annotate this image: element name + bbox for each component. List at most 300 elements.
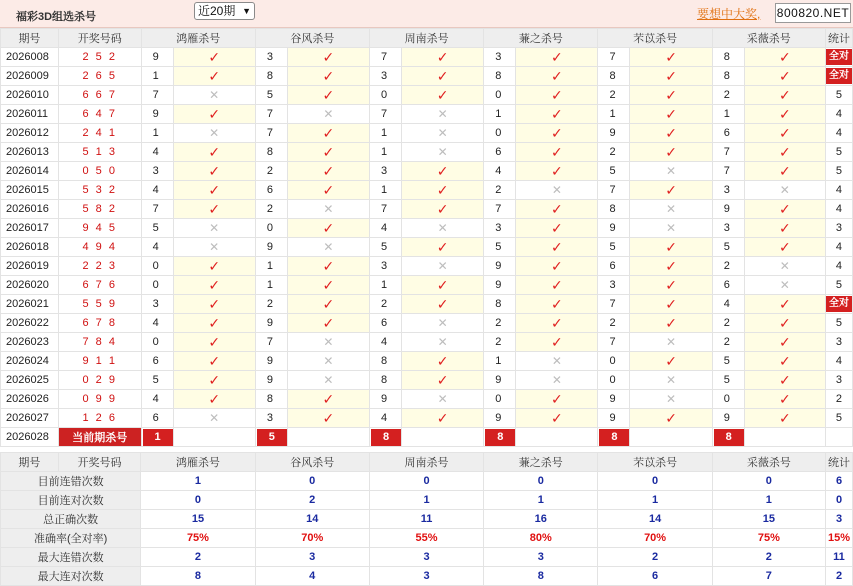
table-row bbox=[1, 314, 853, 333]
kill-number: 8 bbox=[370, 352, 402, 371]
result-cell bbox=[173, 67, 255, 86]
summary-value: 3 bbox=[484, 548, 598, 567]
table-row bbox=[1, 105, 853, 124]
col-expert: 周南杀号 bbox=[370, 29, 484, 48]
result-cell bbox=[516, 409, 598, 428]
kill-number: 3 bbox=[712, 181, 744, 200]
check-icon: ✓ bbox=[322, 409, 335, 426]
check-icon: ✓ bbox=[778, 352, 791, 369]
result-cell bbox=[516, 105, 598, 124]
cross-icon: ✕ bbox=[437, 392, 448, 406]
kill-number: 0 bbox=[484, 86, 516, 105]
check-icon: ✓ bbox=[778, 67, 791, 84]
summary-row bbox=[1, 529, 853, 548]
result-cell bbox=[287, 390, 369, 409]
summary-value: 3 bbox=[369, 548, 483, 567]
check-icon: ✓ bbox=[322, 219, 335, 236]
period-cell: 2026017 bbox=[1, 219, 59, 238]
stat-cell bbox=[825, 181, 852, 200]
stat-count: 4 bbox=[835, 184, 843, 196]
stat-cell bbox=[825, 371, 852, 390]
cross-icon: ✕ bbox=[666, 202, 677, 216]
check-icon: ✓ bbox=[208, 67, 221, 84]
table-row bbox=[1, 200, 853, 219]
kill-number: 7 bbox=[370, 105, 402, 124]
summary-value: 3 bbox=[255, 548, 369, 567]
kill-number: 3 bbox=[484, 219, 516, 238]
check-icon: ✓ bbox=[778, 105, 791, 122]
winning-numbers: 2 2 3 bbox=[58, 257, 141, 276]
result-cell bbox=[402, 276, 484, 295]
check-icon: ✓ bbox=[550, 162, 563, 179]
result-cell bbox=[516, 276, 598, 295]
summary-value: 16 bbox=[484, 510, 598, 529]
table-row bbox=[1, 162, 853, 181]
current-kill-badge: 8 bbox=[714, 429, 744, 446]
cross-icon: ✕ bbox=[779, 259, 790, 273]
kill-number: 6 bbox=[598, 257, 630, 276]
summary-value: 0 bbox=[255, 472, 369, 491]
check-icon: ✓ bbox=[322, 143, 335, 160]
result-cell bbox=[630, 124, 712, 143]
stat-count: 4 bbox=[835, 241, 843, 253]
check-icon: ✓ bbox=[778, 409, 791, 426]
result-cell bbox=[402, 105, 484, 124]
summary-col-header: 期号 bbox=[1, 453, 59, 472]
stat-cell bbox=[825, 86, 852, 105]
top-bar bbox=[0, 0, 853, 28]
result-cell bbox=[516, 48, 598, 67]
kill-number: 8 bbox=[255, 390, 287, 409]
check-icon: ✓ bbox=[436, 276, 449, 293]
cross-icon: ✕ bbox=[551, 373, 562, 387]
result-cell bbox=[402, 314, 484, 333]
result-cell bbox=[630, 86, 712, 105]
result-cell bbox=[630, 105, 712, 124]
result-cell bbox=[516, 295, 598, 314]
stat-count: 4 bbox=[835, 355, 843, 367]
summary-value: 0 bbox=[369, 472, 483, 491]
kill-number: 0 bbox=[255, 219, 287, 238]
result-cell bbox=[744, 352, 825, 371]
kill-number: 1 bbox=[370, 276, 402, 295]
kill-number: 3 bbox=[255, 48, 287, 67]
result-cell bbox=[402, 200, 484, 219]
kill-number: 5 bbox=[712, 238, 744, 257]
period-cell: 2026026 bbox=[1, 390, 59, 409]
winning-numbers: 5 8 2 bbox=[58, 200, 141, 219]
table-row bbox=[1, 257, 853, 276]
check-icon: ✓ bbox=[322, 162, 335, 179]
kill-number: 8 bbox=[255, 143, 287, 162]
result-cell bbox=[744, 124, 825, 143]
summary-value: 1 bbox=[712, 491, 825, 510]
kill-number: 6 bbox=[712, 124, 744, 143]
check-icon: ✓ bbox=[778, 200, 791, 217]
kill-number: 0 bbox=[484, 124, 516, 143]
check-icon: ✓ bbox=[208, 390, 221, 407]
check-icon: ✓ bbox=[436, 48, 449, 65]
winning-numbers: 0 5 0 bbox=[58, 162, 141, 181]
result-cell bbox=[402, 181, 484, 200]
draw-rows bbox=[1, 48, 853, 447]
result-cell bbox=[173, 162, 255, 181]
kill-number: 9 bbox=[255, 371, 287, 390]
col-stat: 统计 bbox=[825, 29, 852, 48]
kill-number: 5 bbox=[598, 162, 630, 181]
cross-icon: ✕ bbox=[437, 259, 448, 273]
period-cell: 2026025 bbox=[1, 371, 59, 390]
check-icon: ✓ bbox=[208, 162, 221, 179]
kill-number: 5 bbox=[255, 86, 287, 105]
cross-icon: ✕ bbox=[437, 107, 448, 121]
cross-icon: ✕ bbox=[666, 392, 677, 406]
result-cell bbox=[744, 371, 825, 390]
table-row bbox=[1, 143, 853, 162]
summary-value: 2 bbox=[598, 548, 712, 567]
kill-number: 9 bbox=[484, 276, 516, 295]
page-title: 福彩3D组选杀号 bbox=[16, 11, 97, 23]
check-icon: ✓ bbox=[665, 257, 677, 274]
kill-number: 3 bbox=[484, 48, 516, 67]
summary-value: 2 bbox=[712, 548, 825, 567]
period-cell: 2026011 bbox=[1, 105, 59, 124]
current-kill-badge: 8 bbox=[485, 429, 515, 446]
kill-number: 4 bbox=[141, 314, 173, 333]
stat-cell bbox=[825, 67, 852, 86]
kill-number: 4 bbox=[141, 181, 173, 200]
summary-row bbox=[1, 510, 853, 529]
current-kill-cell bbox=[712, 428, 744, 447]
kill-number: 8 bbox=[484, 295, 516, 314]
kill-number: 5 bbox=[712, 352, 744, 371]
period-cell: 2026023 bbox=[1, 333, 59, 352]
result-cell bbox=[402, 162, 484, 181]
check-icon: ✓ bbox=[322, 86, 335, 103]
check-icon: ✓ bbox=[665, 48, 677, 65]
summary-col-header: 周南杀号 bbox=[369, 453, 483, 472]
check-icon: ✓ bbox=[550, 333, 563, 350]
empty-cell bbox=[744, 428, 825, 447]
result-cell bbox=[402, 48, 484, 67]
result-cell bbox=[744, 238, 825, 257]
kill-number: 5 bbox=[370, 238, 402, 257]
result-cell bbox=[630, 162, 712, 181]
cross-icon: ✕ bbox=[209, 88, 220, 102]
check-icon: ✓ bbox=[665, 295, 677, 312]
cross-icon: ✕ bbox=[209, 221, 220, 235]
result-cell bbox=[402, 333, 484, 352]
table-row bbox=[1, 276, 853, 295]
period-cell: 2026021 bbox=[1, 295, 59, 314]
result-cell bbox=[287, 181, 369, 200]
summary-value: 4 bbox=[255, 567, 369, 586]
check-icon: ✓ bbox=[436, 181, 449, 198]
winning-numbers: 1 2 6 bbox=[58, 409, 141, 428]
result-cell bbox=[630, 67, 712, 86]
check-icon: ✓ bbox=[208, 143, 221, 160]
cross-icon: ✕ bbox=[323, 107, 334, 121]
summary-value: 75% bbox=[712, 529, 825, 548]
check-icon: ✓ bbox=[550, 257, 563, 274]
table-row bbox=[1, 86, 853, 105]
kill-number: 9 bbox=[712, 200, 744, 219]
summary-table bbox=[0, 452, 853, 586]
result-cell bbox=[287, 314, 369, 333]
kill-number-table bbox=[0, 28, 853, 447]
kill-number: 9 bbox=[255, 352, 287, 371]
check-icon: ✓ bbox=[778, 295, 791, 312]
check-icon: ✓ bbox=[778, 333, 791, 350]
kill-number: 1 bbox=[255, 276, 287, 295]
kill-number: 0 bbox=[484, 390, 516, 409]
cross-icon: ✕ bbox=[437, 316, 448, 330]
summary-value: 8 bbox=[484, 567, 598, 586]
kill-number: 9 bbox=[598, 124, 630, 143]
kill-number: 1 bbox=[598, 105, 630, 124]
result-cell bbox=[173, 48, 255, 67]
check-icon: ✓ bbox=[208, 257, 221, 274]
cross-icon: ✕ bbox=[437, 221, 448, 235]
winning-numbers: 4 9 4 bbox=[58, 238, 141, 257]
col-expert: 蒹之杀号 bbox=[484, 29, 598, 48]
period-cell: 2026010 bbox=[1, 86, 59, 105]
kill-number: 8 bbox=[255, 67, 287, 86]
stat-count: 4 bbox=[835, 127, 843, 139]
current-kill-cell bbox=[255, 428, 287, 447]
result-cell bbox=[402, 219, 484, 238]
result-cell bbox=[287, 352, 369, 371]
kill-number: 3 bbox=[255, 409, 287, 428]
result-cell bbox=[287, 143, 369, 162]
stat-cell bbox=[825, 333, 852, 352]
stat-count: 4 bbox=[835, 260, 843, 272]
result-cell bbox=[287, 295, 369, 314]
summary-value: 0 bbox=[712, 472, 825, 491]
result-cell bbox=[516, 86, 598, 105]
kill-number: 4 bbox=[141, 143, 173, 162]
kill-number: 9 bbox=[598, 409, 630, 428]
kill-number: 6 bbox=[141, 409, 173, 428]
result-cell bbox=[630, 295, 712, 314]
stat-cell bbox=[825, 352, 852, 371]
result-cell bbox=[744, 86, 825, 105]
stat-count: 5 bbox=[835, 165, 843, 177]
result-cell bbox=[630, 314, 712, 333]
result-cell bbox=[630, 390, 712, 409]
result-cell bbox=[287, 409, 369, 428]
result-cell bbox=[744, 219, 825, 238]
summary-value: 1 bbox=[484, 491, 598, 510]
kill-number: 4 bbox=[141, 390, 173, 409]
cross-icon: ✕ bbox=[323, 202, 334, 216]
kill-number: 6 bbox=[712, 276, 744, 295]
table-row bbox=[1, 238, 853, 257]
kill-number: 7 bbox=[370, 48, 402, 67]
kill-number: 5 bbox=[141, 371, 173, 390]
summary-col-header: 蒹之杀号 bbox=[484, 453, 598, 472]
result-cell bbox=[744, 314, 825, 333]
summary-label: 目前连对次数 bbox=[1, 491, 141, 510]
cross-icon: ✕ bbox=[551, 183, 562, 197]
period-cell: 2026012 bbox=[1, 124, 59, 143]
kill-number: 0 bbox=[598, 352, 630, 371]
winning-numbers: 6 7 8 bbox=[58, 314, 141, 333]
check-icon: ✓ bbox=[550, 105, 563, 122]
summary-value: 6 bbox=[826, 472, 853, 491]
check-icon: ✓ bbox=[436, 86, 449, 103]
empty-cell bbox=[287, 428, 369, 447]
result-cell bbox=[744, 295, 825, 314]
check-icon: ✓ bbox=[322, 314, 335, 331]
check-icon: ✓ bbox=[550, 200, 563, 217]
kill-number: 1 bbox=[370, 124, 402, 143]
cross-icon: ✕ bbox=[323, 335, 334, 349]
col-numbers: 开奖号码 bbox=[58, 29, 141, 48]
result-cell bbox=[173, 352, 255, 371]
kill-number: 2 bbox=[255, 200, 287, 219]
result-cell bbox=[287, 238, 369, 257]
summary-value: 70% bbox=[255, 529, 369, 548]
promo-link[interactable]: 要想中大奖, bbox=[697, 7, 761, 21]
check-icon: ✓ bbox=[208, 105, 221, 122]
kill-number: 7 bbox=[370, 200, 402, 219]
result-cell bbox=[173, 409, 255, 428]
kill-number: 8 bbox=[370, 371, 402, 390]
kill-number: 2 bbox=[712, 257, 744, 276]
kill-number: 4 bbox=[141, 238, 173, 257]
summary-rows bbox=[1, 453, 853, 586]
current-kill-cell bbox=[598, 428, 630, 447]
check-icon: ✓ bbox=[322, 181, 335, 198]
kill-number: 1 bbox=[141, 124, 173, 143]
stat-count: 5 bbox=[835, 89, 843, 101]
summary-value: 1 bbox=[141, 472, 255, 491]
summary-row bbox=[1, 567, 853, 586]
summary-value: 75% bbox=[141, 529, 255, 548]
kill-number: 2 bbox=[598, 314, 630, 333]
kill-number: 6 bbox=[141, 352, 173, 371]
cross-icon: ✕ bbox=[209, 240, 220, 254]
stat-count: 3 bbox=[835, 336, 843, 348]
kill-number: 9 bbox=[141, 105, 173, 124]
kill-number: 2 bbox=[255, 162, 287, 181]
stat-cell bbox=[825, 48, 852, 67]
summary-value: 8 bbox=[141, 567, 255, 586]
kill-number: 7 bbox=[255, 124, 287, 143]
table-row bbox=[1, 181, 853, 200]
col-expert: 谷风杀号 bbox=[255, 29, 369, 48]
result-cell bbox=[402, 86, 484, 105]
check-icon: ✓ bbox=[665, 314, 677, 331]
cross-icon: ✕ bbox=[323, 240, 334, 254]
check-icon: ✓ bbox=[208, 295, 221, 312]
result-cell bbox=[402, 238, 484, 257]
kill-number: 0 bbox=[370, 86, 402, 105]
kill-number: 4 bbox=[370, 409, 402, 428]
check-icon: ✓ bbox=[665, 105, 677, 122]
period-cell: 2026028 bbox=[1, 428, 59, 447]
cross-icon: ✕ bbox=[779, 278, 790, 292]
check-icon: ✓ bbox=[550, 409, 563, 426]
cross-icon: ✕ bbox=[209, 411, 220, 425]
kill-number: 9 bbox=[484, 371, 516, 390]
kill-number: 9 bbox=[255, 238, 287, 257]
kill-number: 3 bbox=[598, 276, 630, 295]
stat-count: 4 bbox=[835, 203, 843, 215]
summary-value: 7 bbox=[712, 567, 825, 586]
check-icon: ✓ bbox=[550, 390, 563, 407]
kill-number: 7 bbox=[141, 86, 173, 105]
result-cell bbox=[516, 257, 598, 276]
summary-header bbox=[1, 453, 853, 472]
check-icon: ✓ bbox=[208, 181, 221, 198]
result-cell bbox=[516, 124, 598, 143]
kill-number: 7 bbox=[598, 48, 630, 67]
check-icon: ✓ bbox=[208, 371, 221, 388]
period-select[interactable] bbox=[194, 2, 255, 20]
kill-number: 2 bbox=[712, 86, 744, 105]
site-badge[interactable]: 800820.NET bbox=[775, 3, 851, 23]
all-correct-badge: 全对 bbox=[826, 49, 852, 65]
check-icon: ✓ bbox=[778, 314, 791, 331]
kill-number: 8 bbox=[484, 67, 516, 86]
check-icon: ✓ bbox=[550, 48, 563, 65]
check-icon: ✓ bbox=[778, 143, 791, 160]
result-cell bbox=[516, 333, 598, 352]
check-icon: ✓ bbox=[436, 371, 449, 388]
period-cell: 2026013 bbox=[1, 143, 59, 162]
empty-cell bbox=[173, 428, 255, 447]
summary-value: 14 bbox=[255, 510, 369, 529]
check-icon: ✓ bbox=[208, 48, 221, 65]
winning-numbers: 5 5 9 bbox=[58, 295, 141, 314]
period-cell: 2026024 bbox=[1, 352, 59, 371]
table-row bbox=[1, 371, 853, 390]
stat-count: 5 bbox=[835, 317, 843, 329]
result-cell bbox=[402, 390, 484, 409]
cross-icon: ✕ bbox=[779, 183, 790, 197]
result-cell bbox=[173, 181, 255, 200]
period-cell: 2026027 bbox=[1, 409, 59, 428]
winning-numbers: 5 1 3 bbox=[58, 143, 141, 162]
kill-number: 9 bbox=[598, 390, 630, 409]
summary-value: 3 bbox=[826, 510, 853, 529]
period-cell: 2026018 bbox=[1, 238, 59, 257]
kill-number: 6 bbox=[255, 181, 287, 200]
result-cell bbox=[516, 200, 598, 219]
kill-number: 2 bbox=[598, 143, 630, 162]
kill-number: 2 bbox=[712, 333, 744, 352]
result-cell bbox=[744, 276, 825, 295]
stat-cell bbox=[825, 276, 852, 295]
summary-value: 70% bbox=[598, 529, 712, 548]
kill-number: 7 bbox=[712, 162, 744, 181]
result-cell bbox=[173, 333, 255, 352]
result-cell bbox=[287, 48, 369, 67]
check-icon: ✓ bbox=[436, 409, 449, 426]
check-icon: ✓ bbox=[665, 238, 677, 255]
period-cell: 2026016 bbox=[1, 200, 59, 219]
result-cell bbox=[173, 124, 255, 143]
result-cell bbox=[173, 200, 255, 219]
current-kill-cell bbox=[141, 428, 173, 447]
check-icon: ✓ bbox=[322, 48, 335, 65]
check-icon: ✓ bbox=[550, 86, 563, 103]
summary-value: 6 bbox=[598, 567, 712, 586]
result-cell bbox=[744, 162, 825, 181]
summary-label: 目前连错次数 bbox=[1, 472, 141, 491]
